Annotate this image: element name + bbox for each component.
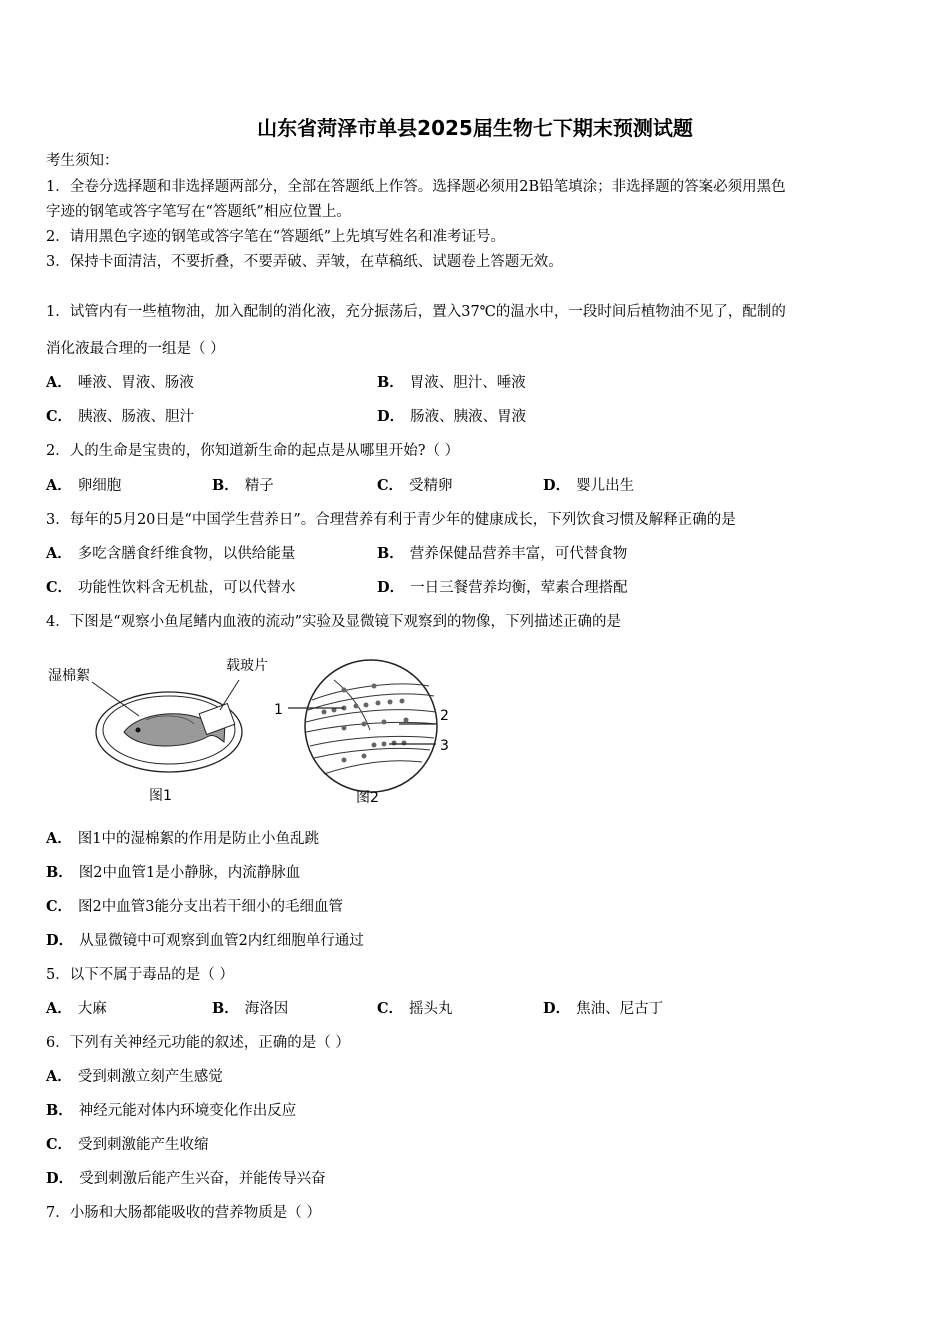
option-letter: A． — [46, 1000, 72, 1017]
option-letter: A． — [46, 1068, 72, 1085]
option-d — [46, 931, 364, 951]
option-b — [377, 373, 526, 393]
option-text: 唾液、胃液、肠液 — [77, 375, 194, 391]
option-letter: B． — [212, 477, 239, 494]
option-d — [377, 407, 526, 427]
question-stem: 4．下图是“观察小鱼尾鳍内血液的流动”实验及显微镜下观察到的物像，下列描述正确的是 — [46, 614, 622, 630]
question-stem: 6．下列有关神经元功能的叙述，正确的是（ ） — [46, 1035, 350, 1051]
page-title: 山东省菏泽市单县2025届生物七下期末预测试题 — [257, 116, 693, 140]
marker-3: 3 — [440, 738, 449, 754]
option-text: 从显微镜中可观察到血管2内红细胞单行通过 — [79, 933, 364, 949]
option-b — [212, 476, 274, 496]
option-text: 图2中血管1是小静脉，内流静脉血 — [78, 865, 301, 881]
option-text: 胰液、肠液、胆汁 — [78, 409, 195, 425]
microscope-field — [305, 660, 437, 792]
notice-item: 字迹的钢笔或答字笔写在“答题纸”相应位置上。 — [46, 204, 351, 220]
option-a — [46, 999, 107, 1019]
option-a — [46, 544, 295, 564]
question-stem: 消化液最合理的一组是（ ） — [46, 341, 225, 357]
option-b — [46, 1101, 296, 1121]
option-c — [377, 999, 453, 1019]
notice-item: 1．全卷分选择题和非选择题两部分，全部在答题纸上作答。选择题必须用2B铅笔填涂；非选择题的答案必须用黑色 — [46, 179, 786, 195]
notice-heading: 考生须知： — [46, 153, 119, 169]
label-cotton: 湿棉絮 — [48, 668, 90, 684]
option-letter: B． — [377, 545, 404, 562]
option-text: 海洛因 — [244, 1001, 289, 1017]
option-d — [543, 999, 663, 1019]
leader-line-cotton — [92, 682, 139, 716]
question-stem: 2．人的生命是宝贵的，你知道新生命的起点是从哪里开始?（ ） — [46, 443, 460, 459]
notice-item: 3．保持卡面清洁，不要折叠，不要弄破、弄皱，在草稿纸、试题卷上答题无效。 — [46, 254, 563, 270]
option-d — [46, 1169, 326, 1189]
experiment-figure — [44, 650, 464, 810]
fish-eye — [136, 728, 141, 733]
marker-1: 1 — [274, 702, 283, 718]
option-text: 受到刺激后能产生兴奋，并能传导兴奋 — [79, 1171, 326, 1187]
label-slide: 载玻片 — [226, 658, 268, 674]
option-c — [46, 1135, 209, 1155]
option-c — [46, 407, 194, 427]
marker-2: 2 — [440, 708, 449, 724]
question-stem: 5．以下不属于毒品的是（ ） — [46, 967, 234, 983]
option-text: 受到刺激立刻产生感觉 — [77, 1069, 223, 1085]
option-letter: A． — [46, 830, 72, 847]
option-text: 图2中血管3能分支出若干细小的毛细血管 — [78, 899, 343, 915]
fish-tail-blood-flow-diagram — [44, 650, 464, 810]
option-b — [377, 544, 627, 564]
option-letter: D． — [46, 1170, 74, 1187]
option-text: 婴儿出生 — [576, 478, 635, 494]
option-letter: D． — [377, 579, 405, 596]
glass-slide — [199, 704, 235, 735]
option-letter: B． — [377, 374, 404, 391]
option-letter: D． — [377, 408, 405, 425]
option-letter: A． — [46, 374, 72, 391]
option-letter: A． — [46, 477, 72, 494]
option-text: 多吃含膳食纤维食物，以供给能量 — [77, 546, 296, 562]
caption-figure-1: 图1 — [149, 788, 172, 804]
option-b — [212, 999, 288, 1019]
option-text: 神经元能对体内环境变化作出反应 — [78, 1103, 297, 1119]
option-text: 摇头丸 — [409, 1001, 453, 1017]
option-letter: C． — [377, 1000, 404, 1017]
option-text: 一日三餐营养均衡，荤素合理搭配 — [410, 580, 628, 596]
option-letter: D． — [543, 1000, 571, 1017]
option-letter: B． — [46, 864, 73, 881]
option-d — [377, 578, 628, 598]
question-stem: 7．小肠和大肠都能吸收的营养物质是（ ） — [46, 1205, 321, 1221]
option-text: 营养保健品营养丰富，可代替食物 — [409, 546, 628, 562]
leader-line-slide — [220, 680, 239, 710]
option-letter: B． — [212, 1000, 239, 1017]
option-text: 功能性饮料含无机盐，可以代替水 — [78, 580, 296, 596]
option-a — [46, 829, 319, 849]
option-letter: C． — [46, 408, 73, 425]
option-text: 大麻 — [77, 1001, 107, 1017]
option-letter: B． — [46, 1102, 73, 1119]
option-text: 受精卵 — [409, 478, 453, 494]
option-text: 图1中的湿棉絮的作用是防止小鱼乱跳 — [77, 831, 319, 847]
option-c — [46, 897, 343, 917]
question-stem: 1．试管内有一些植物油，加入配制的消化液，充分振荡后，置入37℃的温水中，一段时间后植物油不见了，配制的 — [46, 304, 786, 320]
option-letter: D． — [46, 932, 74, 949]
question-stem: 3．每年的5月20日是“中国学生营养日”。合理营养有利于青少年的健康成长，下列饮食习惯及解释正确的是 — [46, 512, 736, 528]
option-a — [46, 476, 121, 496]
option-letter: C． — [46, 1136, 73, 1153]
option-text: 胃液、胆汁、唾液 — [409, 375, 526, 391]
option-text: 卵细胞 — [77, 478, 122, 494]
option-text: 焦油、尼古丁 — [576, 1001, 664, 1017]
option-text: 肠液、胰液、胃液 — [410, 409, 527, 425]
option-a — [46, 373, 194, 393]
option-text: 精子 — [244, 478, 274, 494]
caption-figure-2: 图2 — [356, 790, 379, 806]
option-letter: C． — [46, 579, 73, 596]
option-d — [543, 476, 634, 496]
option-letter: A． — [46, 545, 72, 562]
option-a — [46, 1067, 223, 1087]
option-letter: C． — [46, 898, 73, 915]
option-c — [46, 578, 296, 598]
notice-item: 2．请用黑色字迹的钢笔或答字笔在“答题纸”上先填写姓名和准考证号。 — [46, 229, 506, 245]
option-b — [46, 863, 300, 883]
option-text: 受到刺激能产生收缩 — [78, 1137, 209, 1153]
option-letter: D． — [543, 477, 571, 494]
option-c — [377, 476, 453, 496]
option-letter: C． — [377, 477, 404, 494]
